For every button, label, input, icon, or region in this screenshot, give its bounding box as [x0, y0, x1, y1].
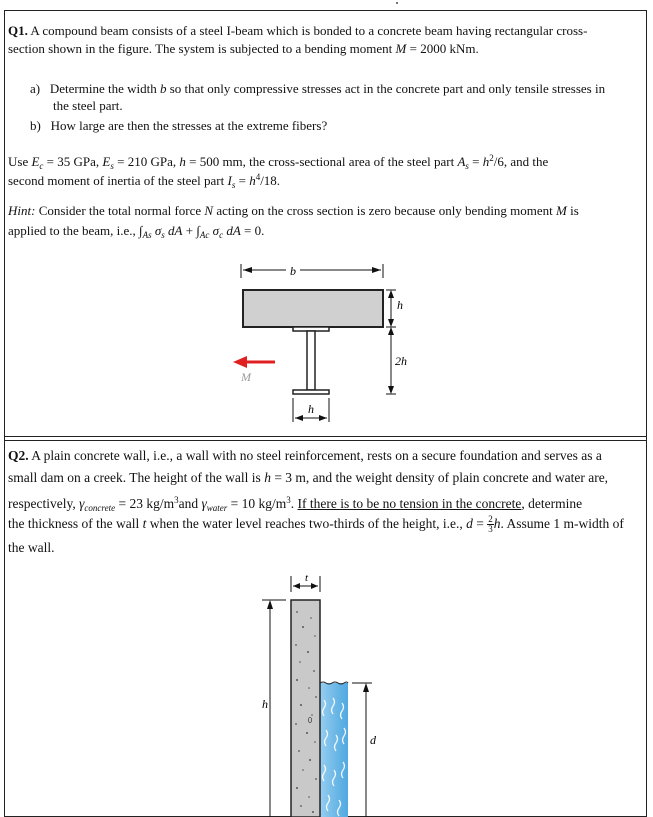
- q1-use-line2: second moment of inertia of the steel part $I_s = h^4/18$.: [8, 172, 281, 190]
- q1-part-a: a) Determine the width b so that only compressive stresses act in the concrete part and only tensile stresses in: [30, 81, 606, 96]
- q2-line4: the thickness of the wall t when the water level reaches two-thirds of the height, i.e., d = $\frac{2}{3}$ h. Assume 1 m-width of: [8, 514, 624, 535]
- label-d: d: [370, 733, 376, 747]
- label-M: M: [241, 370, 251, 384]
- label-h-bottom: h: [308, 402, 314, 416]
- q2-line5-text: the wall.: [8, 540, 55, 555]
- q2-title: Q2.: [8, 448, 29, 463]
- thickness-t-dimension: [291, 572, 320, 592]
- label-t: t: [305, 572, 309, 584]
- q1-intro-line2: section shown in the figure. The system is subjected to a bending moment M = 2000 kNm.: [8, 41, 479, 56]
- label-2h: 2h: [395, 354, 407, 368]
- q1-use-line1: Use $E_c = 35$ GPa, $E_s = 210$ GPa, h = 500 mm, the cross-sectional area of the steel part $A_s = h^2/6$, and the: [8, 153, 549, 171]
- concrete-wall: [291, 600, 320, 817]
- q2-line1: Q2. A plain concrete wall, i.e., a wall with no steel reinforcement, rests on a secure foundation and serves as a: [8, 448, 602, 463]
- q2-line2: small dam on a creek. The height of the wall is h = 3 m, and the weight density of plain concrete and water are,: [8, 470, 609, 485]
- height-h-dimension: [262, 600, 286, 817]
- q1-part-a-cont: the steel part.: [53, 98, 123, 113]
- fraction-two-thirds: $\frac{2}{3}$: [488, 514, 493, 535]
- q1-hint-line2: applied to the beam, i.e., $\int_{As}$ $\sigma_s$ dA + $\int_{Ac}$ $\sigma_c$ dA = 0.: [8, 223, 265, 240]
- water-depth-d-dimension: [352, 683, 377, 817]
- q1-part-b-label: b): [30, 118, 41, 133]
- q1-part-a-label: a): [30, 81, 41, 96]
- q2-line3: respectively, $\gamma_{concrete} = 23$ $kg/m^3and$ $\gamma_{water} = 10$ $kg/m^3$. If there is to be no tension in the concrete, determine: [8, 495, 583, 513]
- q1-hint-line1: Hint: Consider the total normal force N acting on the cross section is zero because only bending moment M is: [8, 203, 579, 218]
- q1-intro-line1: Q1. A compound beam consists of a steel I-beam which is bonded to a concrete beam having rectangular cross-: [8, 23, 588, 38]
- label-h-top: h: [397, 298, 403, 312]
- q1-part-b-text: How large are then the stresses at the extreme fibers?: [50, 118, 328, 133]
- q1-title: Q1.: [8, 23, 28, 38]
- label-h: h: [262, 697, 268, 711]
- label-b: b: [290, 264, 296, 278]
